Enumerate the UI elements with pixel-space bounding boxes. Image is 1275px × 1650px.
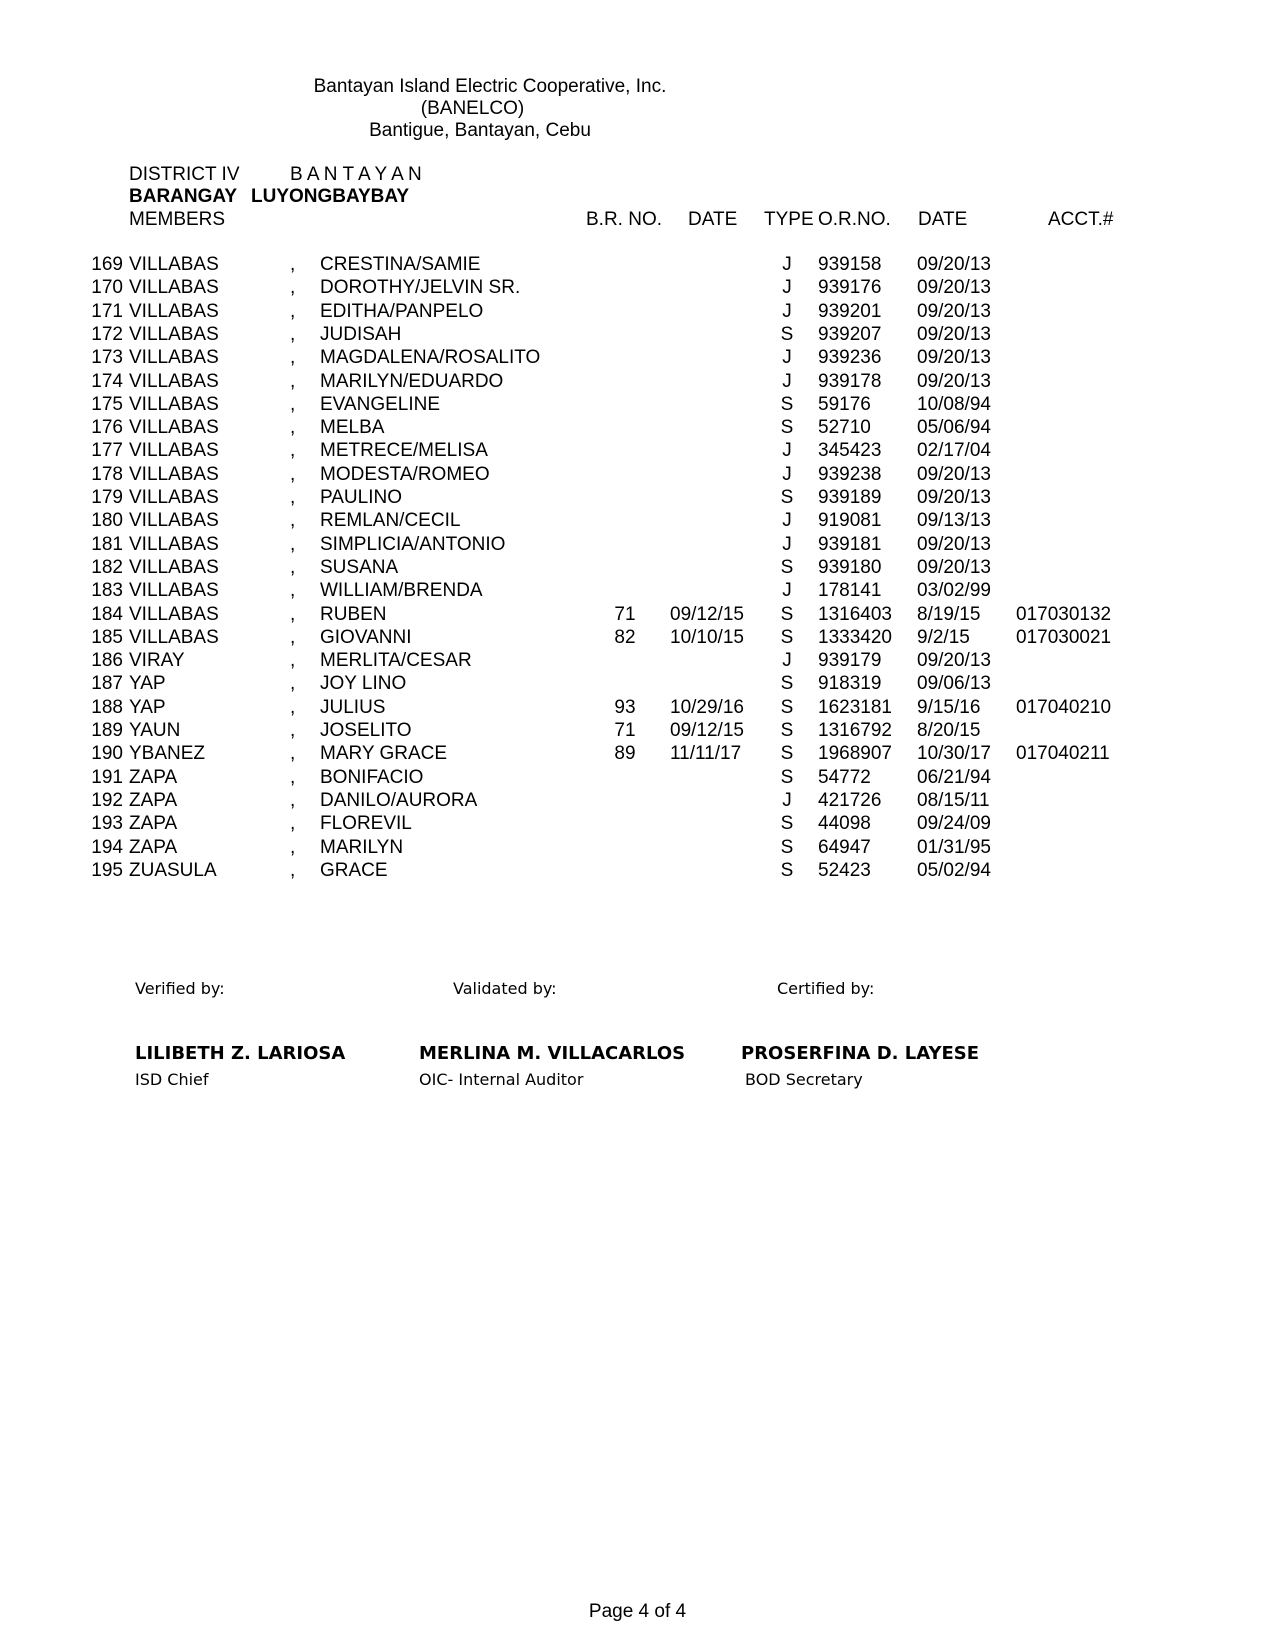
or-number: 939238 xyxy=(818,463,882,485)
row-number: 195 xyxy=(91,859,123,881)
first-name: GIOVANNI xyxy=(320,626,412,648)
first-name: CRESTINA/SAMIE xyxy=(320,254,481,275)
or-date: 03/02/99 xyxy=(917,580,991,602)
first-name: GRACE xyxy=(320,859,388,881)
account-number: 017040211 xyxy=(1016,743,1110,765)
name-separator: , xyxy=(290,393,296,415)
membership-type: S xyxy=(780,743,794,765)
or-date: 05/06/94 xyxy=(917,417,991,439)
or-number: 1333420 xyxy=(818,626,892,648)
br-date: 09/12/15 xyxy=(670,720,744,741)
col-or-no: O.R.NO. xyxy=(818,209,891,230)
name-separator: , xyxy=(290,720,296,741)
last-name: VILLABAS xyxy=(129,277,219,299)
table-row xyxy=(0,300,1275,323)
table-row xyxy=(0,276,1275,299)
row-number: 178 xyxy=(91,463,123,485)
name-separator: , xyxy=(290,580,296,602)
table-row xyxy=(0,533,1275,556)
district-town: B A N T A Y A N xyxy=(290,164,422,185)
br-number: 71 xyxy=(614,603,636,625)
or-number: 1623181 xyxy=(818,696,892,718)
or-date: 09/20/13 xyxy=(917,556,991,578)
row-number: 191 xyxy=(91,766,123,788)
name-separator: , xyxy=(290,626,296,648)
membership-type: J xyxy=(782,370,792,392)
row-number: 172 xyxy=(91,323,123,345)
row-number: 175 xyxy=(91,393,123,415)
or-number: 1316403 xyxy=(818,603,892,625)
org-abbrev: (BANELCO) xyxy=(420,98,525,119)
or-date: 05/02/94 xyxy=(917,859,991,881)
table-row xyxy=(0,812,1275,835)
name-separator: , xyxy=(290,277,296,299)
membership-type: J xyxy=(782,254,792,275)
or-number: 421726 xyxy=(818,789,882,811)
membership-type: S xyxy=(780,859,794,881)
first-name: METRECE/MELISA xyxy=(320,440,488,462)
table-row xyxy=(0,696,1275,719)
or-number: 939181 xyxy=(818,533,882,555)
account-number: 017030021 xyxy=(1016,626,1112,648)
first-name: EVANGELINE xyxy=(320,393,441,415)
first-name: REMLAN/CECIL xyxy=(320,510,461,532)
table-row xyxy=(0,370,1275,393)
table-row xyxy=(0,579,1275,602)
last-name: VILLABAS xyxy=(129,417,219,439)
first-name: DANILO/AURORA xyxy=(320,789,478,811)
table-row xyxy=(0,463,1275,486)
name-separator: , xyxy=(290,813,296,835)
br-number: 71 xyxy=(614,720,636,741)
last-name: VILLABAS xyxy=(129,463,219,485)
row-number: 176 xyxy=(91,417,123,439)
membership-type: J xyxy=(782,650,792,672)
membership-type: S xyxy=(780,673,794,695)
membership-type: S xyxy=(780,626,794,648)
or-number: 1968907 xyxy=(818,743,892,765)
last-name: VILLABAS xyxy=(129,323,219,345)
row-number: 187 xyxy=(91,673,123,695)
col-br-date: DATE xyxy=(688,209,738,230)
table-row xyxy=(0,766,1275,789)
name-separator: , xyxy=(290,650,296,672)
col-members: MEMBERS xyxy=(129,209,226,230)
last-name: VILLABAS xyxy=(129,370,219,392)
membership-type: S xyxy=(780,556,794,578)
table-row xyxy=(0,416,1275,439)
or-date: 10/08/94 xyxy=(917,393,991,415)
or-date: 8/20/15 xyxy=(917,720,981,741)
row-number: 174 xyxy=(91,370,123,392)
first-name: DOROTHY/JELVIN SR. xyxy=(320,277,521,299)
name-separator: , xyxy=(290,603,296,625)
or-number: 939176 xyxy=(818,277,882,299)
last-name: ZAPA xyxy=(129,766,178,788)
membership-type: S xyxy=(780,417,794,439)
last-name: VILLABAS xyxy=(129,440,219,462)
table-row xyxy=(0,836,1275,859)
or-date: 02/17/04 xyxy=(917,440,991,462)
col-type: TYPE xyxy=(764,209,814,230)
col-acct: ACCT.# xyxy=(1048,209,1114,230)
name-separator: , xyxy=(290,789,296,811)
table-row xyxy=(0,556,1275,579)
last-name: VILLABAS xyxy=(129,254,219,275)
first-name: WILLIAM/BRENDA xyxy=(320,580,483,602)
name-separator: , xyxy=(290,743,296,765)
or-date: 09/20/13 xyxy=(917,463,991,485)
name-separator: , xyxy=(290,533,296,555)
or-number: 345423 xyxy=(818,440,882,462)
or-date: 09/20/13 xyxy=(917,277,991,299)
name-separator: , xyxy=(290,347,296,369)
row-number: 194 xyxy=(91,836,123,858)
table-row xyxy=(0,859,1275,882)
row-number: 193 xyxy=(91,813,123,835)
row-number: 186 xyxy=(91,650,123,672)
membership-type: J xyxy=(782,440,792,462)
row-number: 184 xyxy=(91,603,123,625)
membership-type: J xyxy=(782,277,792,299)
barangay-label: BARANGAY xyxy=(129,186,238,207)
first-name: MARY GRACE xyxy=(320,743,448,765)
first-name: MAGDALENA/ROSALITO xyxy=(320,347,541,369)
name-separator: , xyxy=(290,487,296,508)
row-number: 169 xyxy=(91,254,123,275)
membership-type: S xyxy=(780,766,794,788)
table-row xyxy=(0,626,1275,649)
org-name: Bantayan Island Electric Cooperative, Inc. xyxy=(313,76,667,97)
certifier-title: BOD Secretary xyxy=(745,1070,863,1089)
last-name: VILLABAS xyxy=(129,533,219,555)
or-number: 52423 xyxy=(818,859,871,881)
first-name: SUSANA xyxy=(320,556,399,578)
table-row xyxy=(0,649,1275,672)
or-number: 939179 xyxy=(818,650,882,672)
name-separator: , xyxy=(290,440,296,462)
membership-type: S xyxy=(780,603,794,625)
or-number: 178141 xyxy=(818,580,882,602)
membership-type: S xyxy=(780,393,794,415)
table-row xyxy=(0,719,1275,742)
first-name: EDITHA/PANPELO xyxy=(320,300,484,322)
membership-type: S xyxy=(780,813,794,835)
last-name: ZAPA xyxy=(129,789,178,811)
row-number: 171 xyxy=(91,300,123,322)
membership-type: J xyxy=(782,533,792,555)
row-number: 188 xyxy=(91,696,123,718)
certified-by-label: Certified by: xyxy=(777,979,875,998)
table-row xyxy=(0,603,1275,626)
table-row xyxy=(0,789,1275,812)
verifier-title: ISD Chief xyxy=(135,1070,209,1089)
name-separator: , xyxy=(290,766,296,788)
first-name: MERLITA/CESAR xyxy=(320,650,472,672)
or-number: 939207 xyxy=(818,323,882,345)
validator-title: OIC- Internal Auditor xyxy=(419,1070,584,1089)
name-separator: , xyxy=(290,463,296,485)
validated-by-label: Validated by: xyxy=(453,979,557,998)
or-date: 09/13/13 xyxy=(917,510,991,532)
membership-type: J xyxy=(782,463,792,485)
or-date: 09/24/09 xyxy=(917,813,991,835)
or-number: 939178 xyxy=(818,370,882,392)
last-name: YAUN xyxy=(129,720,181,741)
last-name: VILLABAS xyxy=(129,347,219,369)
verified-by-label: Verified by: xyxy=(135,979,225,998)
br-date: 09/12/15 xyxy=(670,603,744,625)
first-name: PAULINO xyxy=(320,487,403,508)
membership-type: S xyxy=(780,720,794,741)
br-number: 89 xyxy=(614,743,636,765)
last-name: VILLABAS xyxy=(129,556,219,578)
name-separator: , xyxy=(290,323,296,345)
account-number: 017040210 xyxy=(1016,696,1112,718)
membership-type: S xyxy=(780,487,794,508)
name-separator: , xyxy=(290,696,296,718)
col-br-no: B.R. NO. xyxy=(586,209,663,230)
last-name: VIRAY xyxy=(129,650,185,672)
barangay-name: LUYONGBAYBAY xyxy=(251,186,410,207)
or-number: 59176 xyxy=(818,393,871,415)
or-number: 44098 xyxy=(818,813,871,835)
name-separator: , xyxy=(290,556,296,578)
first-name: MARILYN/EDUARDO xyxy=(320,370,504,392)
or-date: 09/20/13 xyxy=(917,300,991,322)
account-number: 017030132 xyxy=(1016,603,1112,625)
or-number: 939236 xyxy=(818,347,882,369)
row-number: 181 xyxy=(91,533,123,555)
table-row xyxy=(0,509,1275,532)
last-name: VILLABAS xyxy=(129,487,219,508)
last-name: VILLABAS xyxy=(129,603,219,625)
first-name: MELBA xyxy=(320,417,385,439)
membership-type: J xyxy=(782,789,792,811)
row-number: 173 xyxy=(91,347,123,369)
table-row xyxy=(0,323,1275,346)
table-row xyxy=(0,253,1275,276)
col-or-date: DATE xyxy=(918,209,968,230)
last-name: VILLABAS xyxy=(129,626,219,648)
first-name: JULIUS xyxy=(320,696,386,718)
or-number: 939158 xyxy=(818,254,882,275)
first-name: JUDISAH xyxy=(320,323,402,345)
table-row xyxy=(0,393,1275,416)
or-date: 09/20/13 xyxy=(917,487,991,508)
membership-type: J xyxy=(782,300,792,322)
or-date: 8/19/15 xyxy=(917,603,981,625)
last-name: ZAPA xyxy=(129,813,178,835)
name-separator: , xyxy=(290,370,296,392)
first-name: MARILYN xyxy=(320,836,404,858)
or-date: 9/2/15 xyxy=(917,626,970,648)
or-date: 09/20/13 xyxy=(917,533,991,555)
last-name: YAP xyxy=(129,673,166,695)
org-address: Bantigue, Bantayan, Cebu xyxy=(369,120,591,141)
or-number: 919081 xyxy=(818,510,882,532)
or-date: 10/30/17 xyxy=(917,743,991,765)
or-number: 939180 xyxy=(818,556,882,578)
name-separator: , xyxy=(290,300,296,322)
row-number: 180 xyxy=(91,510,123,532)
or-date: 09/20/13 xyxy=(917,323,991,345)
or-date: 09/20/13 xyxy=(917,254,991,275)
row-number: 170 xyxy=(91,277,123,299)
row-number: 190 xyxy=(91,743,123,765)
last-name: VILLABAS xyxy=(129,510,219,532)
or-date: 08/15/11 xyxy=(917,789,990,811)
br-date: 10/10/15 xyxy=(670,626,744,648)
name-separator: , xyxy=(290,673,296,695)
or-date: 06/21/94 xyxy=(917,766,991,788)
last-name: VILLABAS xyxy=(129,300,219,322)
name-separator: , xyxy=(290,836,296,858)
membership-type: S xyxy=(780,323,794,345)
page-number: Page 4 of 4 xyxy=(588,1601,687,1622)
last-name: ZUASULA xyxy=(129,859,217,881)
table-row xyxy=(0,672,1275,695)
br-date: 11/11/17 xyxy=(670,743,742,765)
first-name: JOY LINO xyxy=(320,673,407,695)
row-number: 183 xyxy=(91,580,123,602)
membership-type: S xyxy=(780,696,794,718)
table-row xyxy=(0,439,1275,462)
or-date: 09/20/13 xyxy=(917,370,991,392)
row-number: 182 xyxy=(91,556,123,578)
name-separator: , xyxy=(290,417,296,439)
table-row xyxy=(0,486,1275,509)
br-number: 82 xyxy=(614,626,636,648)
certifier-name: PROSERFINA D. LAYESE xyxy=(741,1043,980,1064)
or-date: 09/06/13 xyxy=(917,673,991,695)
or-date: 01/31/95 xyxy=(917,836,991,858)
row-number: 192 xyxy=(91,789,123,811)
first-name: MODESTA/ROMEO xyxy=(320,463,490,485)
last-name: YAP xyxy=(129,696,166,718)
membership-type: J xyxy=(782,580,792,602)
table-row xyxy=(0,346,1275,369)
last-name: YBANEZ xyxy=(129,743,206,765)
membership-type: J xyxy=(782,510,792,532)
or-number: 54772 xyxy=(818,766,871,788)
or-number: 918319 xyxy=(818,673,882,695)
first-name: FLOREVIL xyxy=(320,813,412,835)
table-row xyxy=(0,742,1275,765)
first-name: SIMPLICIA/ANTONIO xyxy=(320,533,506,555)
membership-type: J xyxy=(782,347,792,369)
or-date: 9/15/16 xyxy=(917,696,981,718)
last-name: ZAPA xyxy=(129,836,178,858)
or-number: 939201 xyxy=(818,300,882,322)
br-number: 93 xyxy=(614,696,636,718)
or-number: 52710 xyxy=(818,417,871,439)
or-date: 09/20/13 xyxy=(917,650,991,672)
verifier-name: LILIBETH Z. LARIOSA xyxy=(135,1043,346,1064)
first-name: BONIFACIO xyxy=(320,766,424,788)
validator-name: MERLINA M. VILLACARLOS xyxy=(419,1043,686,1064)
br-date: 10/29/16 xyxy=(670,696,744,718)
first-name: JOSELITO xyxy=(320,720,412,741)
membership-type: S xyxy=(780,836,794,858)
last-name: VILLABAS xyxy=(129,393,219,415)
or-number: 939189 xyxy=(818,487,882,508)
or-number: 1316792 xyxy=(818,720,892,741)
row-number: 177 xyxy=(91,440,123,462)
row-number: 189 xyxy=(91,720,123,741)
first-name: RUBEN xyxy=(320,603,387,625)
name-separator: , xyxy=(290,859,296,881)
name-separator: , xyxy=(290,254,296,275)
district-label: DISTRICT IV xyxy=(129,164,240,185)
row-number: 179 xyxy=(91,487,123,508)
or-number: 64947 xyxy=(818,836,871,858)
last-name: VILLABAS xyxy=(129,580,219,602)
row-number: 185 xyxy=(91,626,123,648)
name-separator: , xyxy=(290,510,296,532)
or-date: 09/20/13 xyxy=(917,347,991,369)
